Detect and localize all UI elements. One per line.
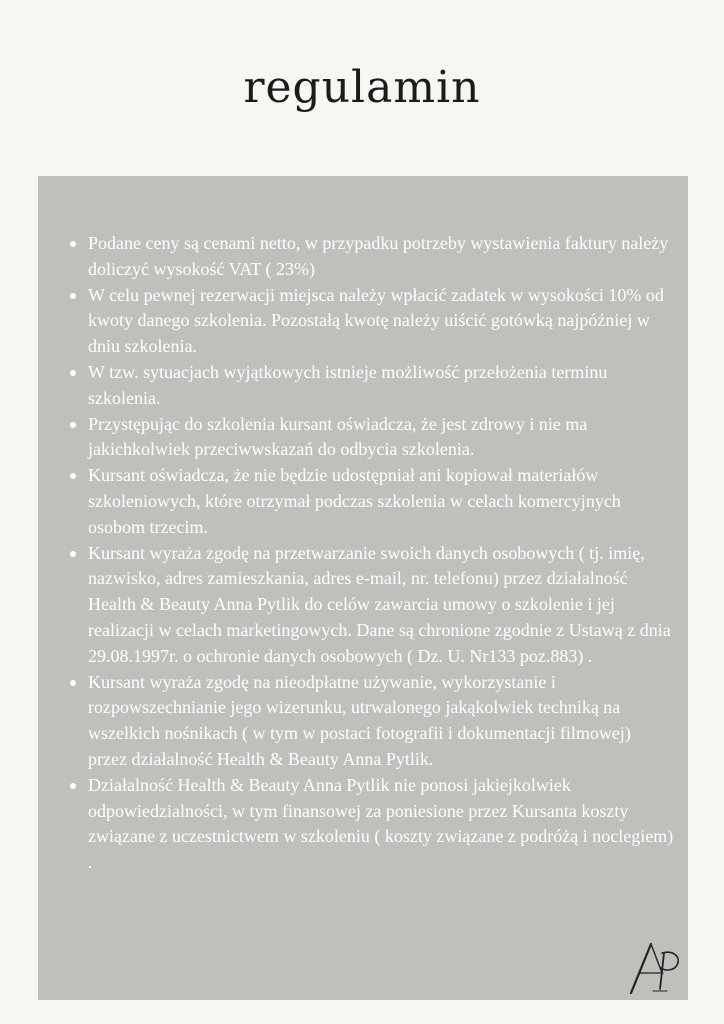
rule-item-5: Kursant oświadcza, że nie będzie udostępniał ani kopiował materiałów szkoleniowych, które otrzymał podczas szkolenia w celach komercyjnych osobom trzecim. (50, 463, 674, 540)
rule-item-1: Podane ceny są cenami netto, w przypadku potrzeby wystawienia faktury należy doliczyć wysokość VAT ( 23%) (50, 231, 674, 283)
rule-item-7: Kursant wyraża zgodę na nieodpłatne używanie, wykorzystanie i rozpowszechnianie jego wizerunku, utrwalonego jakąkolwiek techniką na wszelkich nośnikach ( w tym w postaci fotografii i dokumentacji filmowej) przez działalność Health & Beauty Anna Pytlik. (50, 670, 674, 773)
rules-list (50, 231, 674, 876)
page-title: regulamin (243, 62, 481, 113)
ap-monogram-logo-icon (628, 940, 682, 996)
rule-item-3: W tzw. sytuacjach wyjątkowych istnieje możliwość przełożenia terminu szkolenia. (50, 360, 674, 412)
rule-item-2: W celu pewnej rezerwacji miejsca należy wpłacić zadatek w wysokości 10% od kwoty danego szkolenia. Pozostałą kwotę należy uiścić gotówką najpóźniej w dniu szkolenia. (50, 283, 674, 360)
rule-item-8: Działalność Health & Beauty Anna Pytlik nie ponosi jakiejkolwiek odpowiedzialności, w tym finansowej za poniesione przez Kursanta koszty związane z uczestnictwem w szkoleniu ( koszty związane z podróżą i noclegiem) . (50, 773, 674, 876)
rule-item-4: Przystępując do szkolenia kursant oświadcza, że jest zdrowy i nie ma jakichkolwiek przeciwwskazań do odbycia szkolenia. (50, 412, 674, 464)
rule-item-6: Kursant wyraża zgodę na przetwarzanie swoich danych osobowych ( tj. imię, nazwisko, adres zamieszkania, adres e-mail, nr. telefonu) przez działalność Health & Beauty Anna Pytlik do celów zawarcia umowy o szkolenie i jej realizacji w celach marketingowych. Dane są chronione zgodnie z Ustawą z dnia 29.08.1997r. o ochronie danych osobowych ( Dz. U. Nr133 poz.883) . (50, 541, 674, 670)
